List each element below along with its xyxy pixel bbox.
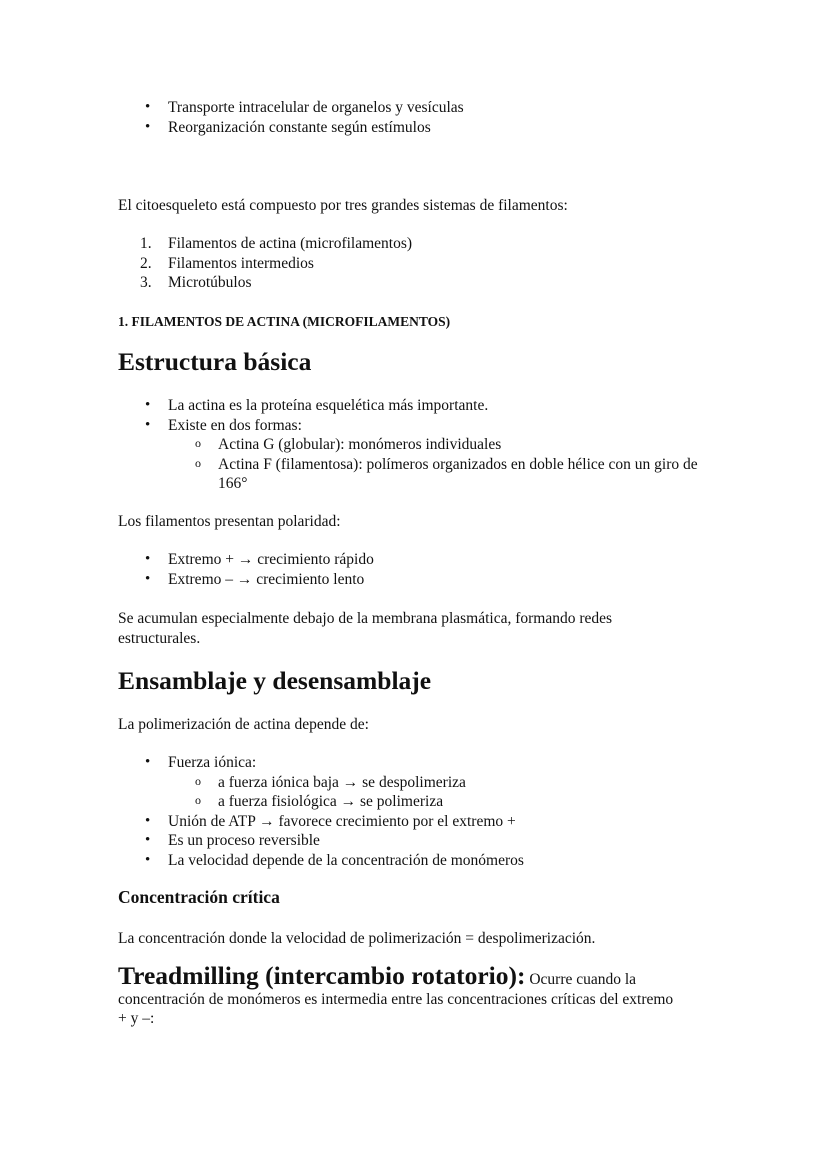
list-item: • La actina es la proteína esquelética más importante. <box>118 396 718 416</box>
list-item: 2. Filamentos intermedios <box>140 254 314 272</box>
treadmilling-paragraph <box>118 961 678 1029</box>
sublist-item: o Actina F (filamentosa): polímeros organizados en doble hélice con un giro de 166° <box>168 455 698 494</box>
ionic-sublist <box>168 773 718 812</box>
list-item: • Reorganización constante según estímulos <box>118 118 718 138</box>
heading-assembly: Ensamblaje y desensamblaje <box>118 666 432 695</box>
forms-sublist <box>168 435 698 494</box>
heading-basic-structure: Estructura básica <box>118 347 312 376</box>
list-item: • Extremo – → crecimiento lento <box>118 570 718 590</box>
list-item: • La velocidad depende de la concentración de monómeros <box>118 851 718 871</box>
list-item: • Fuerza iónica: o a fuerza iónica baja → se despolimeriza o a fuerza fisiológica → se polimeriza <box>118 753 718 812</box>
critical-paragraph: La concentración donde la velocidad de polimerización = despolimerización. <box>118 930 596 947</box>
list-item: 3. Microtúbulos <box>140 274 252 291</box>
assembly-list <box>118 753 718 870</box>
list-item: 1. Filamentos de actina (microfilamentos) <box>140 235 413 252</box>
assembly-intro: La polimerización de actina depende de: <box>118 716 369 733</box>
sublist-item: o Actina G (globular): monómeros individuales <box>168 435 698 455</box>
intro-paragraph: El citoesqueleto está compuesto por tres grandes sistemas de filamentos: <box>118 197 568 214</box>
list-item: • Unión de ATP → favorece crecimiento por el extremo + <box>118 812 718 832</box>
list-item: • Es un proceso reversible <box>118 831 718 851</box>
sublist-item: o a fuerza fisiológica → se polimeriza <box>168 792 718 812</box>
treadmilling-text: Ocurre cuando la concentración de monómeros es intermedia entre las concentraciones críticas del extremo + y –: <box>118 971 674 1027</box>
polarity-intro: Los filamentos presentan polaridad: <box>118 513 341 530</box>
section-heading: 1. FILAMENTOS DE ACTINA (MICROFILAMENTOS) <box>118 314 451 329</box>
sublist-item: o a fuerza iónica baja → se despolimeriza <box>168 773 718 793</box>
list-item: • Existe en dos formas: o Actina G (globular): monómeros individuales o Actina F (filamentosa): polímeros organizados en doble hélice con un giro de 166° <box>118 416 718 494</box>
top-bullet-list <box>118 98 718 137</box>
heading-treadmilling: Treadmilling (intercambio rotatorio): <box>118 961 526 990</box>
membrane-paragraph: Se acumulan especialmente debajo de la membrana plasmática, formando redes estructurales. <box>118 610 613 647</box>
heading-critical-concentration: Concentración crítica <box>118 887 280 907</box>
systems-list <box>118 234 718 293</box>
list-item: • Extremo + → crecimiento rápido <box>118 550 718 570</box>
polarity-list <box>118 550 718 589</box>
basic-list <box>118 396 718 494</box>
list-item: • Transporte intracelular de organelos y vesículas <box>118 98 718 118</box>
